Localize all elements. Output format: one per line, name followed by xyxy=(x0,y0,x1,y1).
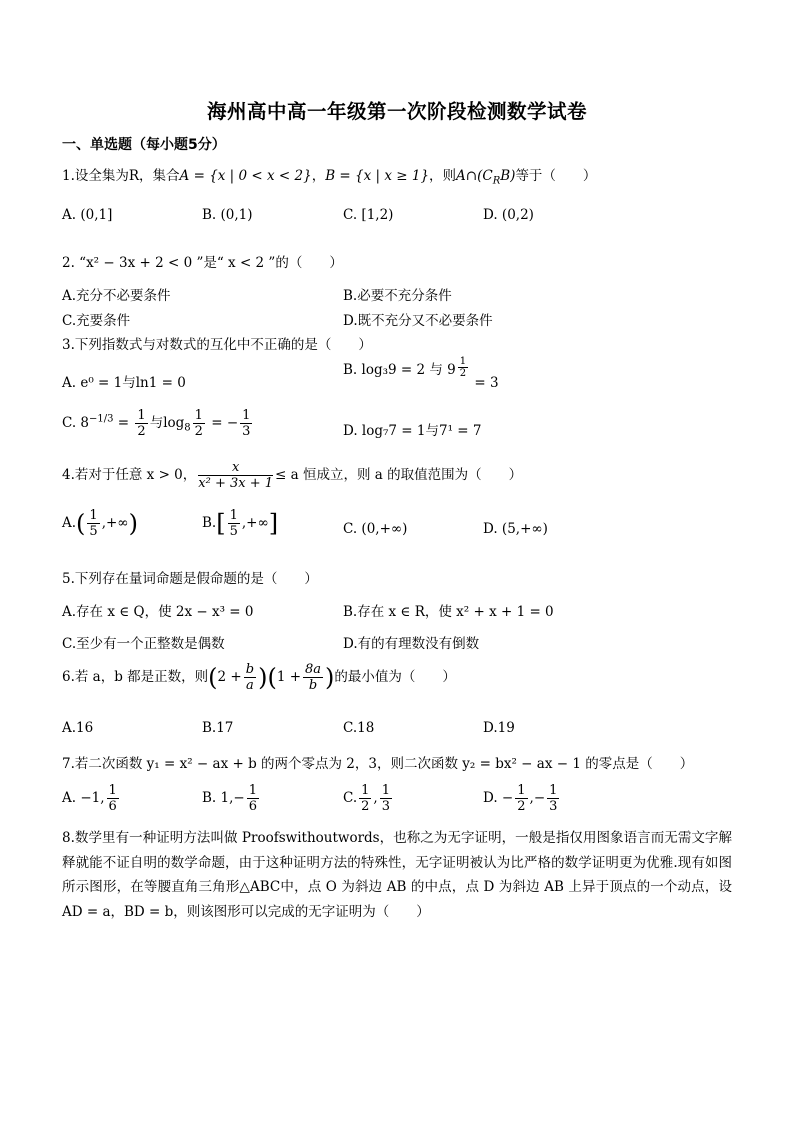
question-6-option-a: A.16 xyxy=(62,720,94,736)
question-8-text: 8.数学里有一种证明方法叫做 Proofswithoutwords，也称之为无字证明，一般是指仅用图象语言而无需文字解释就能不证自明的数学命题，由于这种证明方法的特殊性，无字证明被认为比严格的数学证明更为优雅.现有如图所示图形，在等腰直角三角形△ABC中，点 O 为斜边 AB 的中点，点 D 为斜边 AB 上异于顶点的一个动点，设 AD = a，BD = b，则该图形可以完成的无字证明为（ ） xyxy=(62,830,732,920)
question-5-option-a: A.存在 x ∈ Q，使 2x − x³ = 0 xyxy=(62,604,254,620)
question-1-stem: 1.设全集为R，集合A = {x | 0 < x < 2}，B = {x | x ≥ 1}，则$A\cap(C_RB)$等于（ ） xyxy=(62,168,597,187)
question-7-option-a: A. −1, $\frac{1}{6}$ xyxy=(62,783,117,814)
question-2-option-a: A.充分不必要条件 xyxy=(62,288,171,304)
question-4-option-a: A.( $\frac{1}{5}$ ,+∞) xyxy=(62,508,138,539)
question-4-option-d: D. (5,+∞) xyxy=(483,521,548,537)
question-1-option-b: B. (0,1) xyxy=(202,207,253,223)
question-6-option-b: B.17 xyxy=(202,720,234,736)
question-7-option-b: B. 1,− $\frac{1}{6}$ xyxy=(202,783,257,814)
question-7-option-d: D. − $\frac{1}{2}$ ,− $\frac{1}{3}$ xyxy=(483,783,558,814)
question-3-option-d: D. log₇7 = 1与7¹ = 7 xyxy=(343,423,482,439)
question-7-stem: 7.若二次函数 y₁ = x² − ax + b 的两个零点为 2，3，则二次函数 y₂ = bx² − ax − 1 的零点是（ ） xyxy=(62,756,694,772)
question-3-option-c: C. $8^{-1/3}$ = $\frac{1}{2}$ 与$\log_8$ $\frac{1}{2}$ = − $\frac{1}{3}$ xyxy=(62,408,251,439)
question-2-option-d: D.既不充分又不必要条件 xyxy=(343,313,493,329)
exam-title: 海州高中高一年级第一次阶段检测数学试卷 xyxy=(206,100,587,123)
question-3-option-b: B. log₃9 = 2 与 9 $\frac{1}{2}$ = 3 xyxy=(343,356,499,391)
question-1-option-a: A. (0,1] xyxy=(62,207,113,223)
question-2-option-c: C.充要条件 xyxy=(62,313,131,329)
question-6-option-d: D.19 xyxy=(483,720,515,736)
question-4-option-c: C. (0,+∞) xyxy=(343,521,408,537)
question-5-option-c: C.至少有一个正整数是偶数 xyxy=(62,636,225,652)
question-5-option-b: B.存在 x ∈ R，使 x² + x + 1 = 0 xyxy=(343,604,554,620)
question-7-option-c: C. $\frac{1}{2}$ , $\frac{1}{3}$ xyxy=(343,783,390,814)
question-6-option-c: C.18 xyxy=(343,720,375,736)
question-1-option-c: C. [1,2) xyxy=(343,207,394,223)
question-4-stem: 4.若对于任意 x > 0， $\frac{x}{\text{x² + 3x + 1}}$ ≤ a 恒成立，则 a 的取值范围为（ ） xyxy=(62,460,523,491)
question-5-stem: 5.下列存在量词命题是假命题的是（ ） xyxy=(62,571,318,587)
question-2-stem: 2. “x² − 3x + 2 < 0 ”是“ x < 2 ”的（ ） xyxy=(62,255,343,271)
question-6-stem: 6.若 a，b 都是正数，则(2 + $\frac{b}{a}$ )(1 + $\frac{8a}{b}$ )的最小值为（ ） xyxy=(62,662,456,693)
question-4-option-b: B.[ $\frac{1}{5}$ ,+∞] xyxy=(202,508,279,539)
question-1-option-d: D. (0,2) xyxy=(483,207,534,223)
question-3-stem: 3.下列指数式与对数式的互化中不正确的是（ ） xyxy=(62,337,372,353)
question-5-option-d: D.有的有理数没有倒数 xyxy=(343,636,480,652)
question-2-option-b: B.必要不充分条件 xyxy=(343,288,452,304)
question-3-option-a: A. e⁰ = 1与ln1 = 0 xyxy=(62,375,186,391)
section-heading: 一、单选题（每小题5分） xyxy=(62,137,226,153)
